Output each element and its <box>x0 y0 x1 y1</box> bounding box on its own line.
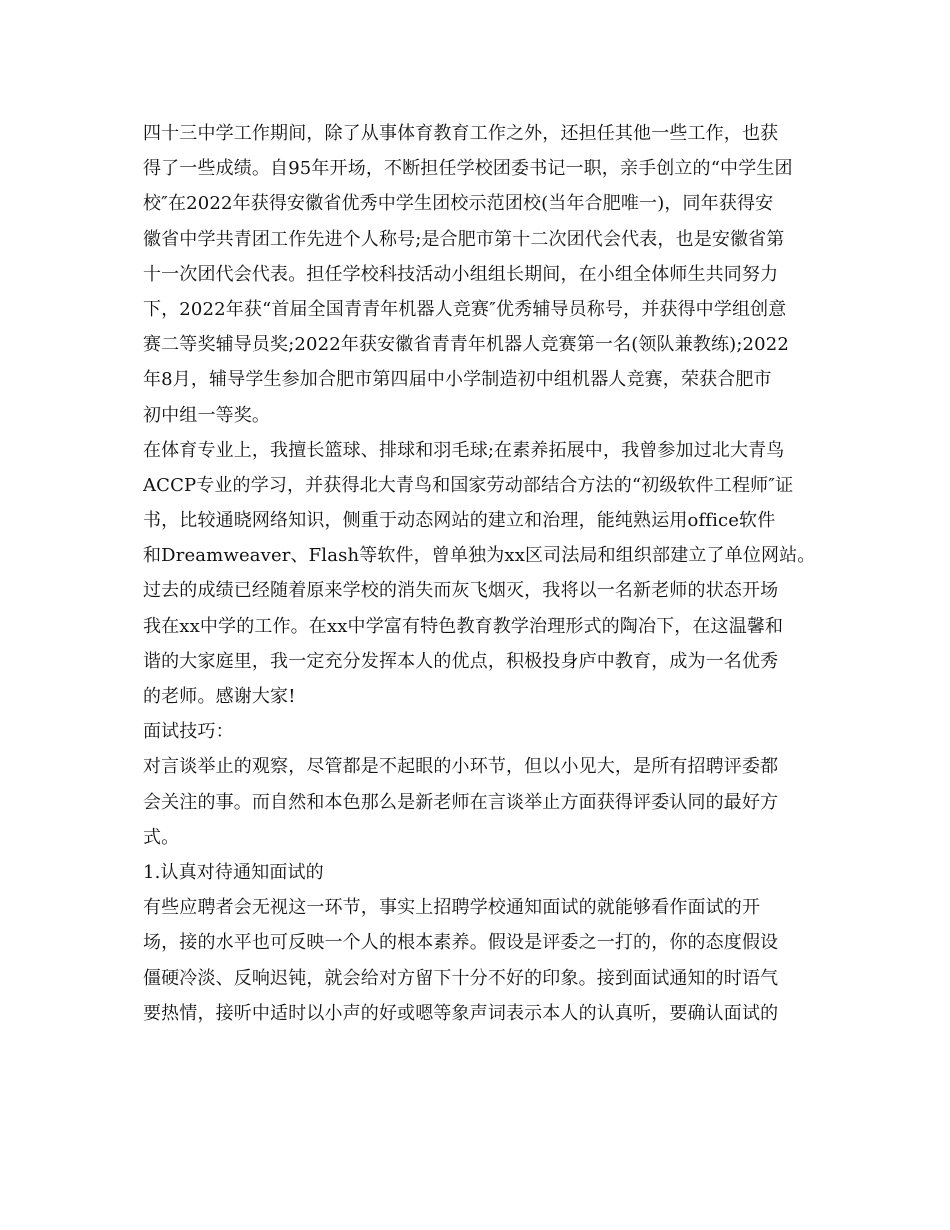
text-line: 我在xx中学的工作。在xx中学富有特色教育教学治理形式的陶冶下，在这温馨和 <box>143 615 784 637</box>
text-line: 年8月，辅导学生参加合肥市第四届中小学制造初中组机器人竞赛，荣获合肥市 <box>143 369 772 391</box>
text-line: 场，接的水平也可反映一个人的根本素养。假设是评委之一打的，你的态度假设 <box>143 932 779 954</box>
text-line: 要热情，接听中适时以小声的好或嗯等象声词表示本人的认真听，要确认面试的 <box>143 1002 779 1024</box>
text-line: 十一次团代会代表。担任学校科技活动小组组长期间，在小组全体师生共同努力 <box>143 263 779 285</box>
text-line: 四十三中学工作期间，除了从事体育教育工作之外，还担任其他一些工作，也获 <box>143 123 779 144</box>
text-line: 初中组一等奖。 <box>143 404 271 426</box>
text-line: ACCP专业的学习，并获得北大青鸟和国家劳动部结合方法的“初级软件工程师″证 <box>143 474 794 496</box>
text-line: 谐的大家庭里，我一定充分发挥本人的优点，积极投身庐中教育，成为一名优秀 <box>143 650 779 672</box>
text-line: 徽省中学共青团工作先进个人称号;是合肥市第十二次团代会代表，也是安徽省第 <box>143 228 785 250</box>
section-heading: 面试技巧： <box>143 721 234 743</box>
text-line: 校″在2022年获得安徽省优秀中学生团校示范团校(当年合肥唯一)，同年获得安 <box>143 193 774 215</box>
text-line: 书，比较通晓网络知识，侧重于动态网站的建立和治理，能纯熟运用office软件 <box>143 510 776 532</box>
numbered-heading: 1.认真对待通知面试的 <box>143 861 324 883</box>
text-line: 在体育专业上，我擅长篮球、排球和羽毛球;在素养拓展中，我曾参加过北大青鸟 <box>143 439 785 461</box>
text-line: 的老师。感谢大家! <box>143 686 296 707</box>
text-line: 会关注的事。而自然和本色那么是新老师在言谈举止方面获得评委认同的最好方 <box>143 791 779 813</box>
text-line: 下，2022年获“首届全国青青年机器人竞赛″优秀辅导员称号，并获得中学组创意 <box>143 298 787 320</box>
document-body <box>143 116 815 1031</box>
text-line: 僵硬冷淡、反响迟钝，就会给对方留下十分不好的印象。接到面试通知的时语气 <box>143 967 779 989</box>
text-line: 得了一些成绩。自95年开场，不断担任学校团委书记一职，亲手创立的“中学生团 <box>143 158 793 180</box>
text-line: 式。 <box>143 826 180 848</box>
text-line: 赛二等奖辅导员奖;2022年获安徽省青青年机器人竞赛第一名(领队兼教练);2022 <box>143 334 789 356</box>
text-line: 对言谈举止的观察，尽管都是不起眼的小环节，但以小见大，是所有招聘评委都 <box>143 756 779 778</box>
text-line: 有些应聘者会无视这一环节，事实上招聘学校通知面试的就能够看作面试的开 <box>143 897 761 919</box>
text-line: 和Dreamweaver、Flash等软件，曾单独为xx区司法局和组织部建立了单位网站。 <box>143 545 816 567</box>
text-line: 过去的成绩已经随着原来学校的消失而灰飞烟灭，我将以一名新老师的状态开场 <box>143 580 779 602</box>
